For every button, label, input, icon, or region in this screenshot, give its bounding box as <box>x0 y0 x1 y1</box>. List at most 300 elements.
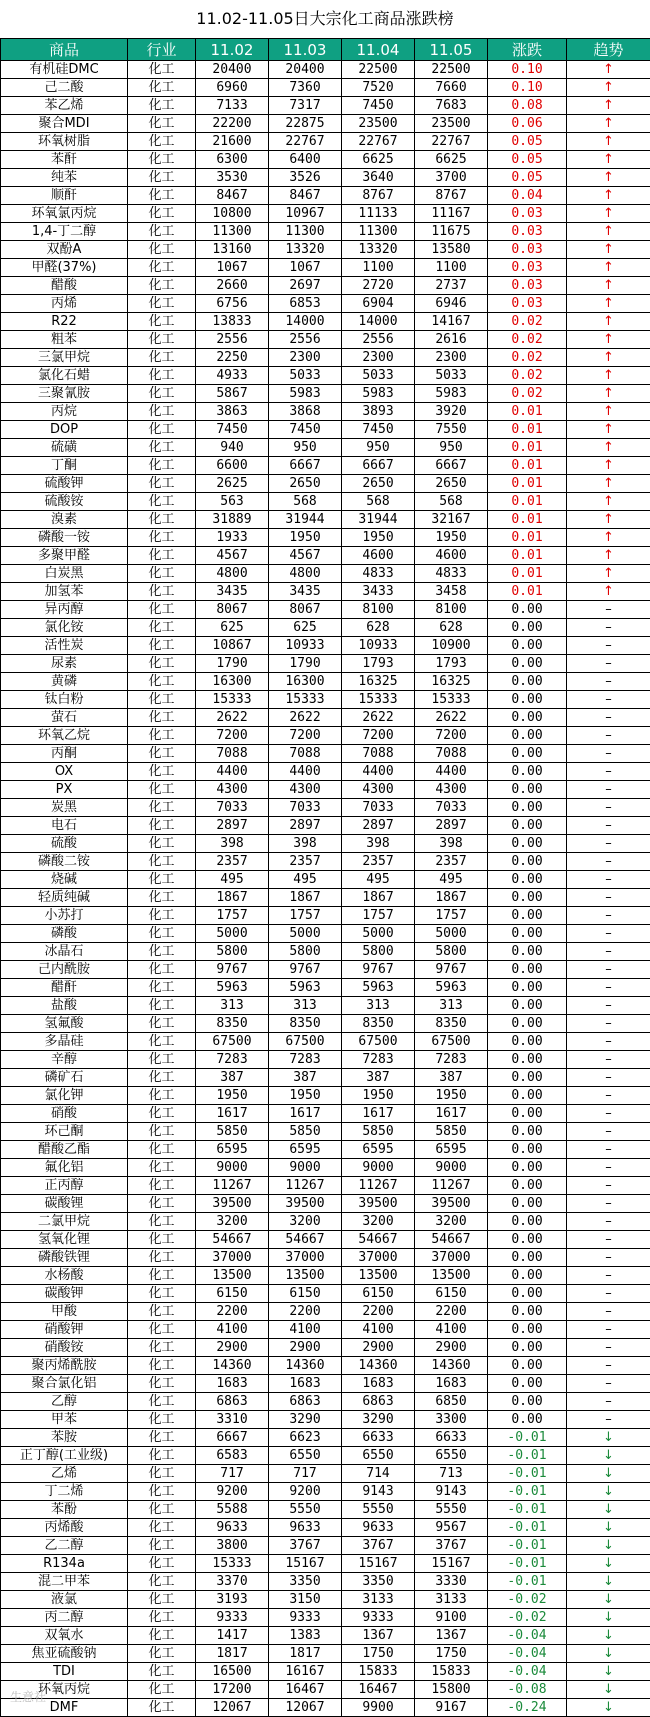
cell-price-1104: 8767 <box>342 187 415 205</box>
cell-trend <box>567 277 650 295</box>
cell-change: -0.01 <box>488 1447 567 1465</box>
cell-price-1105: 1617 <box>415 1105 488 1123</box>
cell-price-1104: 16325 <box>342 673 415 691</box>
cell-price-1104: 15333 <box>342 691 415 709</box>
table-row <box>1 367 650 385</box>
cell-trend <box>567 1195 650 1213</box>
cell-price-1103: 6863 <box>269 1393 342 1411</box>
cell-trend <box>567 745 650 763</box>
cell-trend <box>567 367 650 385</box>
cell-price-1102: 20400 <box>196 61 269 79</box>
dash-icon: – <box>605 674 612 689</box>
cell-industry: 化工 <box>128 511 196 529</box>
arrow-up-icon: ↑ <box>603 188 614 203</box>
cell-price-1105: 6150 <box>415 1285 488 1303</box>
cell-price-1105: 32167 <box>415 511 488 529</box>
cell-product: 硫磺 <box>1 439 128 457</box>
cell-price-1103: 11267 <box>269 1177 342 1195</box>
cell-industry: 化工 <box>128 583 196 601</box>
dash-icon: – <box>605 656 612 671</box>
cell-price-1104: 7283 <box>342 1051 415 1069</box>
cell-price-1104: 2897 <box>342 817 415 835</box>
cell-trend <box>567 1663 650 1681</box>
cell-product: 环己酮 <box>1 1123 128 1141</box>
cell-price-1105: 3133 <box>415 1591 488 1609</box>
cell-price-1104: 1793 <box>342 655 415 673</box>
cell-price-1104: 15167 <box>342 1555 415 1573</box>
cell-change: 0.00 <box>488 691 567 709</box>
cell-price-1104: 1367 <box>342 1627 415 1645</box>
price-change-table <box>0 38 650 1717</box>
dash-icon: – <box>605 1358 612 1373</box>
cell-industry: 化工 <box>128 1501 196 1519</box>
cell-price-1103: 6667 <box>269 457 342 475</box>
cell-price-1102: 7283 <box>196 1051 269 1069</box>
cell-price-1102: 2200 <box>196 1303 269 1321</box>
cell-price-1105: 5033 <box>415 367 488 385</box>
cell-price-1104: 1750 <box>342 1645 415 1663</box>
cell-price-1103: 398 <box>269 835 342 853</box>
table-row <box>1 1447 650 1465</box>
watermark: 生意社 <box>10 1688 46 1705</box>
cell-price-1105: 3330 <box>415 1573 488 1591</box>
table-row <box>1 1411 650 1429</box>
cell-trend <box>567 1051 650 1069</box>
cell-change: 0.02 <box>488 367 567 385</box>
cell-price-1105: 6633 <box>415 1429 488 1447</box>
cell-price-1103: 16167 <box>269 1663 342 1681</box>
cell-price-1105: 6667 <box>415 457 488 475</box>
arrow-down-icon: ↓ <box>603 1448 614 1463</box>
cell-price-1103: 495 <box>269 871 342 889</box>
cell-product: 黄磷 <box>1 673 128 691</box>
cell-product: 硝酸钾 <box>1 1321 128 1339</box>
cell-trend <box>567 241 650 259</box>
cell-product: 硫酸 <box>1 835 128 853</box>
cell-industry: 化工 <box>128 1033 196 1051</box>
table-row <box>1 457 650 475</box>
cell-price-1105: 1757 <box>415 907 488 925</box>
arrow-up-icon: ↑ <box>603 350 614 365</box>
cell-change: -0.01 <box>488 1483 567 1501</box>
cell-change: 0.00 <box>488 727 567 745</box>
cell-change: 0.02 <box>488 331 567 349</box>
cell-price-1102: 7088 <box>196 745 269 763</box>
dash-icon: – <box>605 1286 612 1301</box>
cell-product: 异丙醇 <box>1 601 128 619</box>
arrow-up-icon: ↑ <box>603 368 614 383</box>
cell-price-1105: 9000 <box>415 1159 488 1177</box>
cell-industry: 化工 <box>128 169 196 187</box>
table-row <box>1 835 650 853</box>
cell-industry: 化工 <box>128 115 196 133</box>
cell-price-1105: 9567 <box>415 1519 488 1537</box>
cell-trend <box>567 799 650 817</box>
cell-price-1103: 5963 <box>269 979 342 997</box>
cell-change: 0.00 <box>488 1375 567 1393</box>
cell-product: 苯乙烯 <box>1 97 128 115</box>
cell-price-1105: 398 <box>415 835 488 853</box>
cell-price-1103: 14000 <box>269 313 342 331</box>
cell-industry: 化工 <box>128 1591 196 1609</box>
table-row <box>1 1195 650 1213</box>
table-row <box>1 547 650 565</box>
cell-change: 0.02 <box>488 385 567 403</box>
cell-price-1105: 4400 <box>415 763 488 781</box>
cell-industry: 化工 <box>128 1447 196 1465</box>
cell-price-1103: 717 <box>269 1465 342 1483</box>
cell-change: 0.00 <box>488 1249 567 1267</box>
cell-industry: 化工 <box>128 1609 196 1627</box>
cell-price-1102: 6667 <box>196 1429 269 1447</box>
arrow-up-icon: ↑ <box>603 314 614 329</box>
cell-price-1105: 713 <box>415 1465 488 1483</box>
dash-icon: – <box>605 998 612 1013</box>
cell-price-1104: 6625 <box>342 151 415 169</box>
cell-product: 钛白粉 <box>1 691 128 709</box>
cell-change: 0.00 <box>488 871 567 889</box>
cell-price-1102: 1933 <box>196 529 269 547</box>
arrow-down-icon: ↓ <box>603 1520 614 1535</box>
cell-price-1102: 9000 <box>196 1159 269 1177</box>
cell-change: 0.05 <box>488 133 567 151</box>
arrow-up-icon: ↑ <box>603 404 614 419</box>
cell-price-1105: 2650 <box>415 475 488 493</box>
cell-change: 0.02 <box>488 349 567 367</box>
cell-trend <box>567 151 650 169</box>
arrow-down-icon: ↓ <box>603 1700 614 1715</box>
cell-trend <box>567 1213 650 1231</box>
cell-price-1104: 7450 <box>342 97 415 115</box>
cell-price-1102: 1683 <box>196 1375 269 1393</box>
table-row <box>1 853 650 871</box>
cell-price-1103: 3435 <box>269 583 342 601</box>
table-row <box>1 1159 650 1177</box>
cell-price-1104: 5000 <box>342 925 415 943</box>
cell-price-1102: 5000 <box>196 925 269 943</box>
cell-trend <box>567 817 650 835</box>
cell-trend <box>567 1267 650 1285</box>
arrow-down-icon: ↓ <box>603 1538 614 1553</box>
cell-price-1102: 398 <box>196 835 269 853</box>
cell-trend <box>567 1339 650 1357</box>
cell-price-1105: 950 <box>415 439 488 457</box>
cell-product: 液氯 <box>1 1591 128 1609</box>
cell-price-1105: 628 <box>415 619 488 637</box>
cell-change: 0.00 <box>488 1015 567 1033</box>
dash-icon: – <box>605 1178 612 1193</box>
cell-industry: 化工 <box>128 187 196 205</box>
dash-icon: – <box>605 782 612 797</box>
table-row <box>1 529 650 547</box>
cell-product: 溴素 <box>1 511 128 529</box>
cell-product: 醋酸乙酯 <box>1 1141 128 1159</box>
cell-change: 0.00 <box>488 709 567 727</box>
table-row <box>1 133 650 151</box>
cell-price-1105: 8767 <box>415 187 488 205</box>
cell-industry: 化工 <box>128 889 196 907</box>
cell-product: 磷酸 <box>1 925 128 943</box>
cell-price-1103: 16467 <box>269 1681 342 1699</box>
table-row <box>1 475 650 493</box>
cell-price-1103: 9200 <box>269 1483 342 1501</box>
cell-industry: 化工 <box>128 1681 196 1699</box>
dash-icon: – <box>605 1394 612 1409</box>
cell-industry: 化工 <box>128 205 196 223</box>
cell-price-1105: 15800 <box>415 1681 488 1699</box>
cell-change: 0.00 <box>488 1321 567 1339</box>
cell-price-1105: 22500 <box>415 61 488 79</box>
cell-industry: 化工 <box>128 1285 196 1303</box>
cell-trend <box>567 1699 650 1717</box>
dash-icon: – <box>605 746 612 761</box>
cell-change: 0.00 <box>488 745 567 763</box>
cell-price-1103: 2357 <box>269 853 342 871</box>
table-row <box>1 169 650 187</box>
cell-industry: 化工 <box>128 1267 196 1285</box>
cell-price-1104: 313 <box>342 997 415 1015</box>
cell-product: 甲苯 <box>1 1411 128 1429</box>
table-row <box>1 1249 650 1267</box>
cell-price-1105: 8100 <box>415 601 488 619</box>
cell-price-1105: 6625 <box>415 151 488 169</box>
cell-trend <box>567 871 650 889</box>
cell-price-1103: 5550 <box>269 1501 342 1519</box>
cell-price-1104: 8350 <box>342 1015 415 1033</box>
cell-trend <box>567 133 650 151</box>
dash-icon: – <box>605 854 612 869</box>
cell-trend <box>567 79 650 97</box>
cell-industry: 化工 <box>128 1051 196 1069</box>
cell-price-1102: 14360 <box>196 1357 269 1375</box>
cell-change: 0.00 <box>488 1231 567 1249</box>
table-row <box>1 889 650 907</box>
cell-price-1105: 5800 <box>415 943 488 961</box>
table-body <box>1 61 650 1717</box>
cell-change: 0.00 <box>488 835 567 853</box>
cell-industry: 化工 <box>128 1573 196 1591</box>
cell-industry: 化工 <box>128 277 196 295</box>
cell-trend <box>567 223 650 241</box>
cell-trend <box>567 691 650 709</box>
cell-price-1102: 9333 <box>196 1609 269 1627</box>
cell-product: R134a <box>1 1555 128 1573</box>
cell-price-1105: 3300 <box>415 1411 488 1429</box>
cell-product: 丙二醇 <box>1 1609 128 1627</box>
cell-price-1103: 9333 <box>269 1609 342 1627</box>
cell-price-1103: 7360 <box>269 79 342 97</box>
cell-trend <box>567 349 650 367</box>
cell-price-1102: 6863 <box>196 1393 269 1411</box>
cell-industry: 化工 <box>128 1159 196 1177</box>
cell-price-1102: 16500 <box>196 1663 269 1681</box>
dash-icon: – <box>605 962 612 977</box>
cell-industry: 化工 <box>128 61 196 79</box>
cell-price-1105: 4300 <box>415 781 488 799</box>
dash-icon: – <box>605 890 612 905</box>
cell-change: 0.00 <box>488 1105 567 1123</box>
cell-price-1105: 568 <box>415 493 488 511</box>
cell-industry: 化工 <box>128 817 196 835</box>
table-row <box>1 709 650 727</box>
cell-change: 0.00 <box>488 619 567 637</box>
cell-product: 电石 <box>1 817 128 835</box>
cell-industry: 化工 <box>128 313 196 331</box>
cell-price-1103: 568 <box>269 493 342 511</box>
cell-price-1102: 1067 <box>196 259 269 277</box>
cell-price-1103: 14360 <box>269 1357 342 1375</box>
cell-industry: 化工 <box>128 385 196 403</box>
cell-price-1104: 9633 <box>342 1519 415 1537</box>
cell-price-1103: 15333 <box>269 691 342 709</box>
cell-change: -0.04 <box>488 1663 567 1681</box>
cell-industry: 化工 <box>128 1321 196 1339</box>
cell-industry: 化工 <box>128 1627 196 1645</box>
cell-product: 三氯甲烷 <box>1 349 128 367</box>
table-row <box>1 1537 650 1555</box>
cell-price-1105: 16325 <box>415 673 488 691</box>
cell-product: 混二甲苯 <box>1 1573 128 1591</box>
cell-trend <box>567 1087 650 1105</box>
table-row <box>1 277 650 295</box>
cell-change: 0.01 <box>488 403 567 421</box>
cell-price-1104: 9767 <box>342 961 415 979</box>
cell-industry: 化工 <box>128 421 196 439</box>
cell-industry: 化工 <box>128 1213 196 1231</box>
table-row <box>1 493 650 511</box>
cell-trend <box>567 1627 650 1645</box>
cell-price-1105: 2900 <box>415 1339 488 1357</box>
cell-price-1104: 13320 <box>342 241 415 259</box>
table-row <box>1 619 650 637</box>
cell-price-1103: 7033 <box>269 799 342 817</box>
cell-price-1105: 313 <box>415 997 488 1015</box>
cell-product: 环氧乙烷 <box>1 727 128 745</box>
cell-price-1105: 1867 <box>415 889 488 907</box>
table-row <box>1 1429 650 1447</box>
cell-trend <box>567 853 650 871</box>
cell-change: 0.00 <box>488 943 567 961</box>
cell-trend <box>567 781 650 799</box>
cell-change: 0.10 <box>488 79 567 97</box>
dash-icon: – <box>605 1232 612 1247</box>
table-row <box>1 637 650 655</box>
cell-change: 0.03 <box>488 205 567 223</box>
cell-industry: 化工 <box>128 151 196 169</box>
cell-industry: 化工 <box>128 1411 196 1429</box>
cell-price-1105: 3767 <box>415 1537 488 1555</box>
cell-trend <box>567 1519 650 1537</box>
cell-product: 活性炭 <box>1 637 128 655</box>
cell-product: 聚合MDI <box>1 115 128 133</box>
cell-price-1104: 2900 <box>342 1339 415 1357</box>
cell-product: 丙烯酸 <box>1 1519 128 1537</box>
cell-price-1104: 7088 <box>342 745 415 763</box>
cell-change: 0.00 <box>488 1267 567 1285</box>
cell-product: 氯化石蜡 <box>1 367 128 385</box>
table-row <box>1 1087 650 1105</box>
table-row <box>1 781 650 799</box>
cell-price-1105: 2737 <box>415 277 488 295</box>
cell-product: 有机硅DMC <box>1 61 128 79</box>
dash-icon: – <box>605 1034 612 1049</box>
cell-price-1103: 6550 <box>269 1447 342 1465</box>
dash-icon: – <box>605 1214 612 1229</box>
dash-icon: – <box>605 1070 612 1085</box>
cell-change: 0.00 <box>488 1303 567 1321</box>
cell-price-1102: 6600 <box>196 457 269 475</box>
cell-change: 0.00 <box>488 673 567 691</box>
cell-price-1102: 4933 <box>196 367 269 385</box>
cell-price-1105: 14167 <box>415 313 488 331</box>
cell-industry: 化工 <box>128 97 196 115</box>
cell-trend <box>567 1429 650 1447</box>
cell-price-1102: 1790 <box>196 655 269 673</box>
table-row <box>1 979 650 997</box>
cell-product: 氢氟酸 <box>1 1015 128 1033</box>
cell-industry: 化工 <box>128 1519 196 1537</box>
cell-change: -0.02 <box>488 1609 567 1627</box>
cell-price-1102: 3310 <box>196 1411 269 1429</box>
cell-product: 正丁醇(工业级) <box>1 1447 128 1465</box>
cell-trend <box>567 565 650 583</box>
cell-industry: 化工 <box>128 1357 196 1375</box>
cell-trend <box>567 1357 650 1375</box>
arrow-up-icon: ↑ <box>603 206 614 221</box>
cell-price-1102: 1817 <box>196 1645 269 1663</box>
cell-trend <box>567 1303 650 1321</box>
arrow-down-icon: ↓ <box>603 1466 614 1481</box>
table-row <box>1 403 650 421</box>
cell-price-1103: 4300 <box>269 781 342 799</box>
cell-price-1104: 398 <box>342 835 415 853</box>
cell-price-1102: 10800 <box>196 205 269 223</box>
cell-price-1104: 2357 <box>342 853 415 871</box>
table-row <box>1 1519 650 1537</box>
cell-price-1104: 7520 <box>342 79 415 97</box>
dash-icon: – <box>605 1340 612 1355</box>
cell-price-1102: 17200 <box>196 1681 269 1699</box>
cell-price-1105: 2616 <box>415 331 488 349</box>
table-row <box>1 223 650 241</box>
table-row <box>1 1609 650 1627</box>
cell-price-1103: 2200 <box>269 1303 342 1321</box>
cell-industry: 化工 <box>128 871 196 889</box>
cell-price-1104: 8100 <box>342 601 415 619</box>
cell-price-1104: 6904 <box>342 295 415 313</box>
dash-icon: – <box>605 728 612 743</box>
cell-industry: 化工 <box>128 691 196 709</box>
cell-trend <box>567 925 650 943</box>
cell-change: 0.01 <box>488 475 567 493</box>
cell-price-1102: 12067 <box>196 1699 269 1717</box>
cell-product: 聚合氯化铝 <box>1 1375 128 1393</box>
arrow-up-icon: ↑ <box>603 422 614 437</box>
cell-price-1104: 5033 <box>342 367 415 385</box>
cell-change: 0.00 <box>488 781 567 799</box>
cell-industry: 化工 <box>128 835 196 853</box>
cell-product: 丁二烯 <box>1 1483 128 1501</box>
cell-product: 硝酸铵 <box>1 1339 128 1357</box>
cell-trend <box>567 547 650 565</box>
cell-price-1103: 9633 <box>269 1519 342 1537</box>
table-row <box>1 1213 650 1231</box>
cell-price-1105: 13500 <box>415 1267 488 1285</box>
cell-product: 苯酚 <box>1 1501 128 1519</box>
cell-price-1102: 21600 <box>196 133 269 151</box>
cell-trend <box>567 1231 650 1249</box>
cell-product: 白炭黑 <box>1 565 128 583</box>
